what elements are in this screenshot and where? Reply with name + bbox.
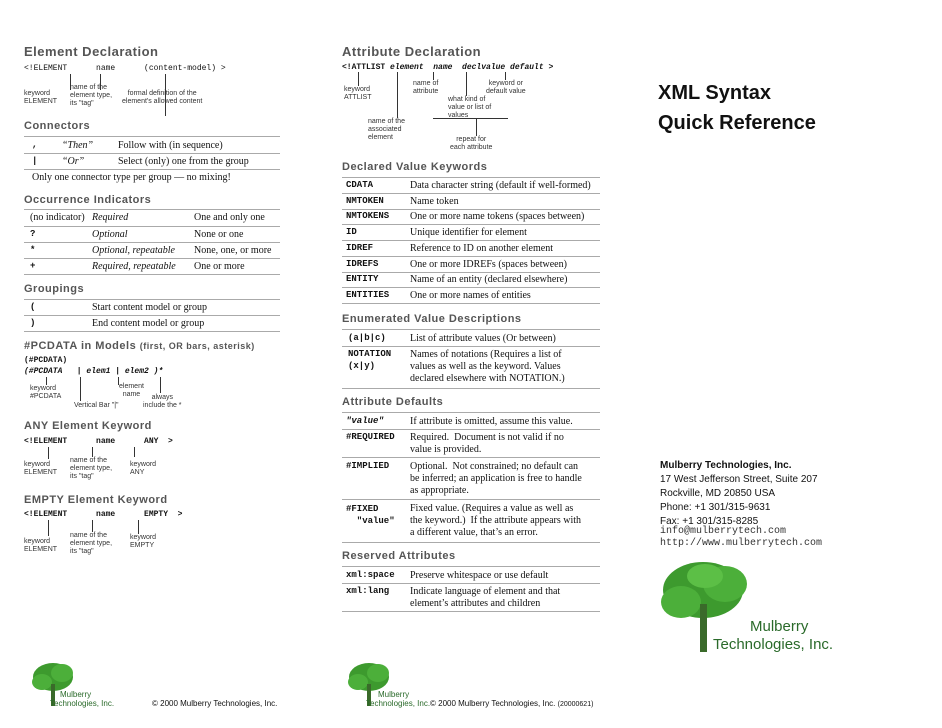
- pcdata-heading: [24, 340, 255, 352]
- ann-attribute-name: name of attribute: [413, 80, 439, 95]
- element-declaration-heading: Element Declaration: [24, 44, 159, 59]
- attlist-syntax-pre: <!ATTLIST: [342, 63, 391, 72]
- footer-copyright: [430, 699, 593, 708]
- title-line1: XML Syntax: [658, 82, 771, 104]
- declared-value-desc: Data character string (default if well-formed): [410, 180, 591, 191]
- defaults-heading: Attribute Defaults: [342, 396, 444, 408]
- occurrence-name: Required, repeatable: [92, 261, 176, 272]
- ann-keyword-default: keyword or default value: [486, 80, 526, 95]
- connector-line: [397, 72, 398, 118]
- company-address1: 17 West Jefferson Street, Suite 207: [660, 474, 818, 485]
- divider: [342, 224, 600, 225]
- attlist-syntax-post: >: [543, 63, 554, 72]
- reserved-desc: Preserve whitespace or use default: [410, 570, 549, 581]
- reserved-keyword: xml:lang: [346, 586, 390, 596]
- company-address2: Rockville, MD 20850 USA: [660, 488, 776, 499]
- divider: [342, 429, 600, 430]
- occurrence-name: Required: [92, 212, 129, 223]
- connector-line: [80, 377, 81, 401]
- declared-value-keyword: NMTOKENS: [346, 211, 390, 221]
- footer-logo-line1: Mulberry: [378, 690, 410, 699]
- declared-value-desc: One or more name tokens (spaces between): [410, 211, 585, 222]
- divider: [342, 177, 600, 178]
- ann-keyword-element: keyword ELEMENT: [24, 90, 58, 105]
- divider: [342, 193, 600, 194]
- occurrence-symbol: ?: [30, 229, 36, 239]
- occurrence-symbol: *: [30, 245, 36, 255]
- divider: [342, 303, 600, 304]
- divider: [24, 274, 280, 275]
- grouping-desc: Start content model or group: [92, 302, 207, 313]
- divider: [24, 169, 280, 170]
- default-desc: If attribute is omitted, assume this value.: [410, 416, 573, 427]
- divider: [24, 226, 280, 227]
- ann-keyword-empty: keyword EMPTY: [130, 534, 157, 549]
- declared-value-desc: Name of an entity (declared elsewhere): [410, 274, 568, 285]
- pcdata-heading-main: #PCDATA in Models: [24, 340, 137, 352]
- logo-text-line1: Mulberry: [750, 618, 809, 635]
- ann-element-name: name of the element type, its "tag": [70, 84, 113, 107]
- divider: [342, 209, 600, 210]
- any-keyword-heading: ANY Element Keyword: [24, 420, 152, 432]
- attlist-syntax: [342, 63, 553, 72]
- divider: [342, 566, 600, 567]
- declared-value-desc: One or more IDREFs (spaces between): [410, 259, 567, 270]
- ann-keyword-pcdata: keyword #PCDATA: [30, 385, 62, 400]
- divider: [342, 240, 600, 241]
- enumerated-heading: Enumerated Value Descriptions: [342, 313, 522, 325]
- ann-vertical-bar: Vertical Bar "|": [74, 402, 119, 409]
- connector-symbol: ,: [32, 140, 38, 150]
- groupings-heading: Groupings: [24, 283, 85, 295]
- declared-value-keyword: NMTOKEN: [346, 196, 384, 206]
- default-keyword: #REQUIRED: [346, 432, 395, 442]
- connector-name: “Then”: [62, 140, 94, 151]
- occurrence-desc: One and only one: [194, 212, 265, 223]
- footer-logo-line2: Technologies, Inc.: [50, 699, 115, 708]
- enum-keyword: (a|b|c): [348, 333, 386, 343]
- declared-values-heading: Declared Value Keywords: [342, 161, 488, 173]
- ann-repeat: repeat for each attribute: [450, 136, 493, 151]
- declared-value-keyword: ID: [346, 227, 357, 237]
- divider: [342, 346, 600, 347]
- ann-element-name: name of the element type, its "tag": [70, 532, 113, 555]
- element-declaration-syntax: <!ELEMENT name (content-model) >: [24, 64, 226, 73]
- declared-value-keyword: ENTITY: [346, 274, 379, 284]
- connector-line: [46, 377, 47, 385]
- company-email-link[interactable]: info@mulberrytech.com: [660, 526, 787, 537]
- enum-keyword-list: (x|y): [348, 361, 376, 371]
- divider: [342, 329, 600, 330]
- ann-associated-element: name of the associated element: [368, 118, 405, 141]
- ann-keyword-attlist: keyword ATTLIST: [344, 86, 372, 101]
- connector-line: [160, 377, 161, 393]
- grouping-symbol: ): [30, 318, 36, 328]
- divider: [342, 542, 600, 543]
- divider: [24, 209, 280, 210]
- divider: [24, 299, 280, 300]
- occurrence-desc: One or more: [194, 261, 245, 272]
- enum-desc: Names of notations (Requires a list of values as well as the keyword. Values declared elsewhere with NOTATION.): [410, 349, 565, 384]
- divider: [342, 272, 600, 273]
- connector-desc: Follow with (in sequence): [118, 140, 223, 151]
- default-keyword: #IMPLIED: [346, 461, 390, 471]
- reserved-heading: Reserved Attributes: [342, 550, 456, 562]
- declared-value-desc: Reference to ID on another element: [410, 243, 553, 254]
- connector-line: [505, 72, 506, 80]
- logo-text-line2: Technologies, Inc.: [713, 636, 834, 653]
- ann-keyword-element: keyword ELEMENT: [24, 461, 58, 476]
- grouping-symbol: (: [30, 302, 36, 312]
- divider: [24, 136, 280, 137]
- reserved-keyword: xml:space: [346, 570, 395, 580]
- connector-line: [476, 118, 477, 136]
- occurrence-symbol: (no indicator): [30, 212, 85, 223]
- divider: [342, 256, 600, 257]
- occurrence-symbol: +: [30, 261, 36, 271]
- connector-line: [358, 72, 359, 86]
- attribute-declaration-heading: Attribute Declaration: [342, 44, 482, 59]
- divider: [24, 153, 280, 154]
- footer-logo-line2: Technologies, Inc.: [366, 699, 431, 708]
- occurrence-heading: Occurrence Indicators: [24, 194, 152, 206]
- divider: [342, 457, 600, 458]
- attlist-syntax-parts: element name declvalue default: [390, 63, 544, 72]
- footer-version-code: (20000621): [557, 701, 594, 708]
- connector-line: [48, 447, 49, 459]
- pcdata-heading-sub: (first, OR bars, asterisk): [139, 341, 255, 351]
- ann-keyword-element: keyword ELEMENT: [24, 538, 58, 553]
- declared-value-keyword: IDREFS: [346, 259, 379, 269]
- divider: [24, 242, 280, 243]
- connector-line: [138, 520, 139, 534]
- declared-value-keyword: ENTITIES: [346, 290, 390, 300]
- pcdata-line1: (#PCDATA): [24, 356, 68, 365]
- enum-desc: List of attribute values (Or between): [410, 333, 556, 344]
- ann-value-kind: what kind of value or list of values: [448, 96, 492, 119]
- connector-line: [466, 72, 467, 96]
- connector-line: [92, 447, 93, 457]
- divider: [342, 499, 600, 500]
- default-desc: Optional. Not constrained; no default can be inferred; an application is free to handle as appropriate.: [410, 461, 582, 496]
- ann-include-star: always include the *: [143, 394, 182, 409]
- pcdata-line2: (#PCDATA | elem1 | elem2 )*: [24, 367, 164, 376]
- declared-value-desc: Unique identifier for element: [410, 227, 527, 238]
- footer-logo-line1: Mulberry: [60, 690, 92, 699]
- default-keyword: #FIXED "value": [346, 504, 395, 526]
- company-url-link[interactable]: http://www.mulberrytech.com: [660, 538, 823, 549]
- declared-value-desc: Name token: [410, 196, 459, 207]
- occurrence-desc: None, one, or more: [194, 245, 272, 256]
- ann-content-model: formal definition of the element's allowed content: [122, 90, 203, 105]
- connectors-heading: Connectors: [24, 120, 91, 132]
- divider: [342, 287, 600, 288]
- default-desc: Fixed value. (Requires a value as well as the keyword.) If the attribute appears with a different value, that’s an error.: [410, 503, 582, 538]
- reserved-desc: Indicate language of element and that element’s attributes and children: [410, 586, 561, 609]
- divider: [24, 258, 280, 259]
- grouping-desc: End content model or group: [92, 318, 205, 329]
- occurrence-desc: None or one: [194, 229, 244, 240]
- any-syntax: <!ELEMENT name ANY >: [24, 437, 173, 446]
- occurrence-name: Optional, repeatable: [92, 245, 175, 256]
- divider: [342, 583, 600, 584]
- connector-line: [134, 447, 135, 457]
- declared-value-keyword: CDATA: [346, 180, 374, 190]
- company-name: Mulberry Technologies, Inc.: [660, 460, 792, 471]
- default-keyword: "value": [346, 416, 384, 426]
- ann-element-name: name of the element type, its "tag": [70, 457, 113, 480]
- connector-symbol: |: [32, 156, 38, 166]
- ann-element-name: element name: [119, 383, 144, 398]
- divider: [24, 331, 280, 332]
- connector-line: [433, 72, 434, 80]
- declared-value-desc: One or more names of entities: [410, 290, 531, 301]
- connector-desc: Select (only) one from the group: [118, 156, 249, 167]
- declared-value-keyword: IDREF: [346, 243, 374, 253]
- company-phone: Phone: +1 301/315-9631: [660, 502, 771, 513]
- divider: [342, 611, 600, 612]
- connector-line: [48, 520, 49, 536]
- ann-keyword-any: keyword ANY: [130, 461, 157, 476]
- connector-name: “Or”: [62, 156, 85, 167]
- empty-keyword-heading: EMPTY Element Keyword: [24, 494, 168, 506]
- divider: [342, 412, 600, 413]
- connector-line: [92, 520, 93, 532]
- footer-copyright: © 2000 Mulberry Technologies, Inc.: [152, 699, 278, 708]
- company-fax: Fax: +1 301/315-8285: [660, 516, 759, 527]
- divider: [342, 388, 600, 389]
- default-desc: Required. Document is not valid if no value is provided.: [410, 432, 564, 455]
- connector-note: Only one connector type per group — no mixing!: [32, 172, 231, 183]
- footer-copyright-text: © 2000 Mulberry Technologies, Inc.: [430, 699, 556, 708]
- enum-keyword: NOTATION: [348, 349, 392, 359]
- empty-syntax: <!ELEMENT name EMPTY >: [24, 510, 183, 519]
- divider: [24, 315, 280, 316]
- title-line2: Quick Reference: [658, 112, 816, 134]
- occurrence-name: Optional: [92, 229, 128, 240]
